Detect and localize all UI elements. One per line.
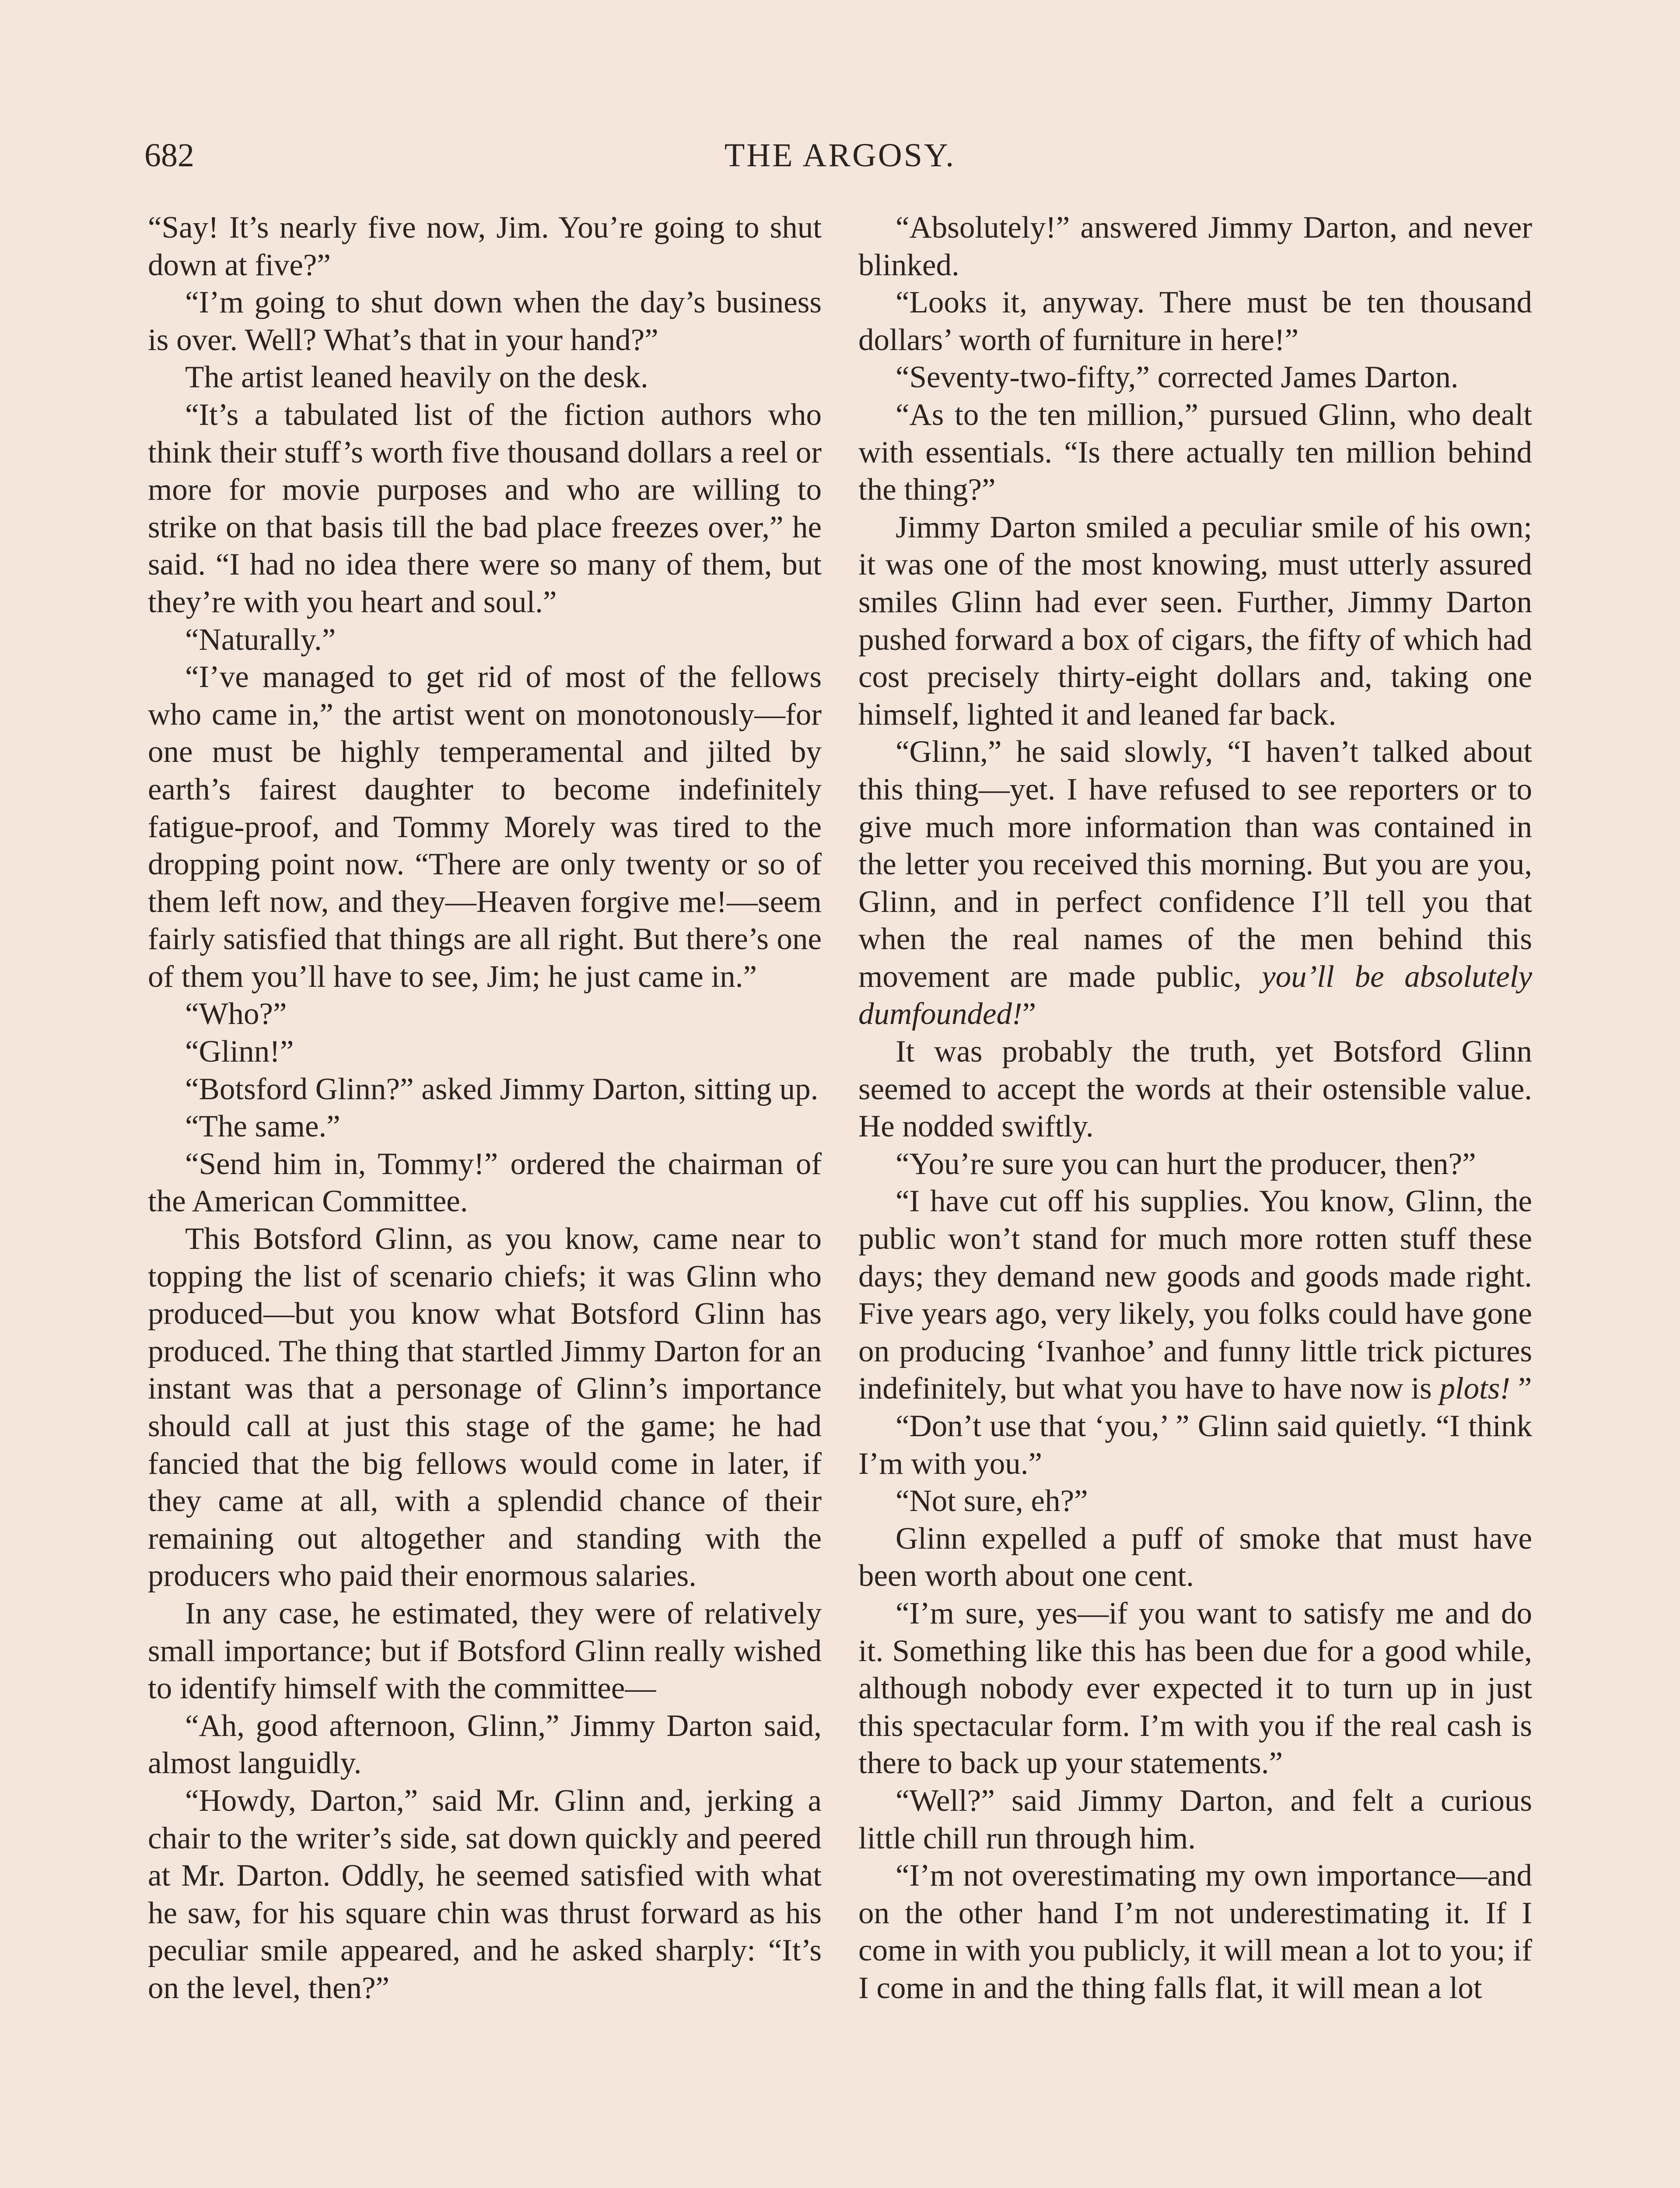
paragraph-text: “I have cut off his supplies. You know, Glinn, the public won’t stand for much more rotten stuff these days; they demand new goods and goods made right. Five years ago, very likely, you folks could have gone on producing ‘Ivanhoe’ and funny little trick pictures indefinitely, but what you have to have now is	[858, 1184, 1532, 1406]
paragraph: “Looks it, anyway. There must be ten thousand dollars’ worth of furniture in here!”	[858, 285, 1532, 357]
paragraph: Glinn expelled a puff of smoke that must have been worth about one cent.	[858, 1521, 1532, 1593]
paragraph: “Well?” said Jimmy Darton, and felt a curious little chill run through him.	[858, 1783, 1532, 1855]
paragraph: “You’re sure you can hurt the producer, then?”	[896, 1147, 1476, 1181]
paragraph: This Botsford Glinn, as you know, came near to topping the list of scenario chiefs; it was Glinn who produced—but you know what Botsford Glinn has produced. The thing that startled Jimmy Darton for an instant was that a personage of Glinn’s importance should call at just this stage of the game; he had fancied that the big fellows would come in later, if they came at all, with a splendid chance of their remaining out altogether and standing with the producers who paid their enormous salaries.	[148, 1222, 822, 1593]
page-number: 682	[144, 137, 194, 174]
paragraph: “Send him in, Tommy!” ordered the chairman of the American Committee.	[148, 1147, 822, 1219]
closing-quote: ”	[1022, 997, 1036, 1031]
paragraph: In any case, he estimated, they were of relatively small importance; but if Botsford Glinn really wished to identify himself with the committee—	[148, 1596, 822, 1706]
paragraph: “Absolutely!” answered Jimmy Darton, and never blinked.	[858, 210, 1532, 282]
paragraph: “Howdy, Darton,” said Mr. Glinn and, jerking a chair to the writer’s side, sat down quickly and peered at Mr. Darton. Oddly, he seemed satisfied with what he saw, for his square chin was thrust forward as his peculiar smile appeared, and he asked sharply: “It’s on the level, then?”	[148, 1783, 822, 2005]
paragraph: “I’m going to shut down when the day’s business is over. Well? What’s that in your hand?”	[148, 285, 822, 357]
paragraph: “Not sure, eh?”	[896, 1484, 1088, 1518]
paragraph: The artist leaned heavily on the desk.	[185, 360, 648, 395]
closing-quote: ”	[1510, 1371, 1532, 1406]
paragraph: “Naturally.”	[185, 622, 336, 657]
paragraph: “It’s a tabulated list of the fiction authors who think their stuff’s worth five thousand dollars a reel or more for movie purposes and who are willing to strike on that basis till the bad place freezes over,” he said. “I had no idea there were so many of them, but they’re with you heart and soul.”	[148, 397, 822, 619]
left-column	[148, 209, 822, 2007]
emphasis-text: you’ll be absolutely dumfounded!	[858, 959, 1532, 1031]
paragraph-text: “Glinn,” he said slowly, “I haven’t talked about this thing—yet. I have refused to see reporters or to give much more information than was contained in the letter you received this morning. But you are you, Glinn, and in perfect confidence I’ll tell you that when the real names of the men behind this movement are made public,	[858, 735, 1532, 994]
running-title: THE ARGOSY.	[724, 137, 956, 174]
paragraph: “Ah, good afternoon, Glinn,” Jimmy Darton said, almost languidly.	[148, 1708, 822, 1781]
paragraph: “Seventy-two-fifty,” corrected James Darton.	[896, 360, 1459, 395]
paragraph: “Don’t use that ‘you,’ ” Glinn said quietly. “I think I’m with you.”	[858, 1409, 1532, 1481]
paragraph	[858, 1183, 1532, 1408]
paragraph	[858, 733, 1532, 1033]
paragraph: “Glinn!”	[185, 1034, 294, 1069]
paragraph: “Botsford Glinn?” asked Jimmy Darton, sitting up.	[185, 1072, 819, 1106]
paragraph: “The same.”	[185, 1109, 340, 1144]
right-column	[858, 209, 1532, 2007]
emphasis-text: plots!	[1439, 1371, 1511, 1406]
paragraph: “As to the ten million,” pursued Glinn, who dealt with essentials. “Is there actually ten million behind the thing?”	[858, 397, 1532, 507]
page-header	[144, 131, 1536, 179]
paragraph: “I’m not overestimating my own importance—and on the other hand I’m not underestimating it. If I come in with you publicly, it will mean a lot to you; if I come in and the thing falls flat, it will mean a lot	[858, 1858, 1532, 2005]
paragraph: “Who?”	[185, 997, 287, 1031]
paragraph: “I’ve managed to get rid of most of the fellows who came in,” the artist went on monotonously—for one must be highly temperamental and jilted by earth’s fairest daughter to become indefinitely fatigue-proof, and Tommy Morely was tired to the dropping point now. “There are only twenty or so of them left now, and they—Heaven forgive me!—seem fairly satisfied that things are all right. But there’s one of them you’ll have to see, Jim; he just came in.”	[148, 660, 822, 994]
paragraph: “I’m sure, yes—if you want to satisfy me and do it. Something like this has been due for a good while, although nobody ever expected it to turn up in just this spectacular form. I’m with you if the real cash is there to back up your statements.”	[858, 1596, 1532, 1781]
paragraph: Jimmy Darton smiled a peculiar smile of his own; it was one of the most knowing, must utterly assured smiles Glinn had ever seen. Further, Jimmy Darton pushed forward a box of cigars, the fifty of which had cost precisely thirty-eight dollars and, taking one himself, lighted it and leaned far back.	[858, 510, 1532, 732]
paragraph: “Say! It’s nearly five now, Jim. You’re going to shut down at five?”	[148, 210, 822, 282]
paragraph: It was probably the truth, yet Botsford Glinn seemed to accept the words at their ostensible value. He nodded swiftly.	[858, 1034, 1532, 1144]
